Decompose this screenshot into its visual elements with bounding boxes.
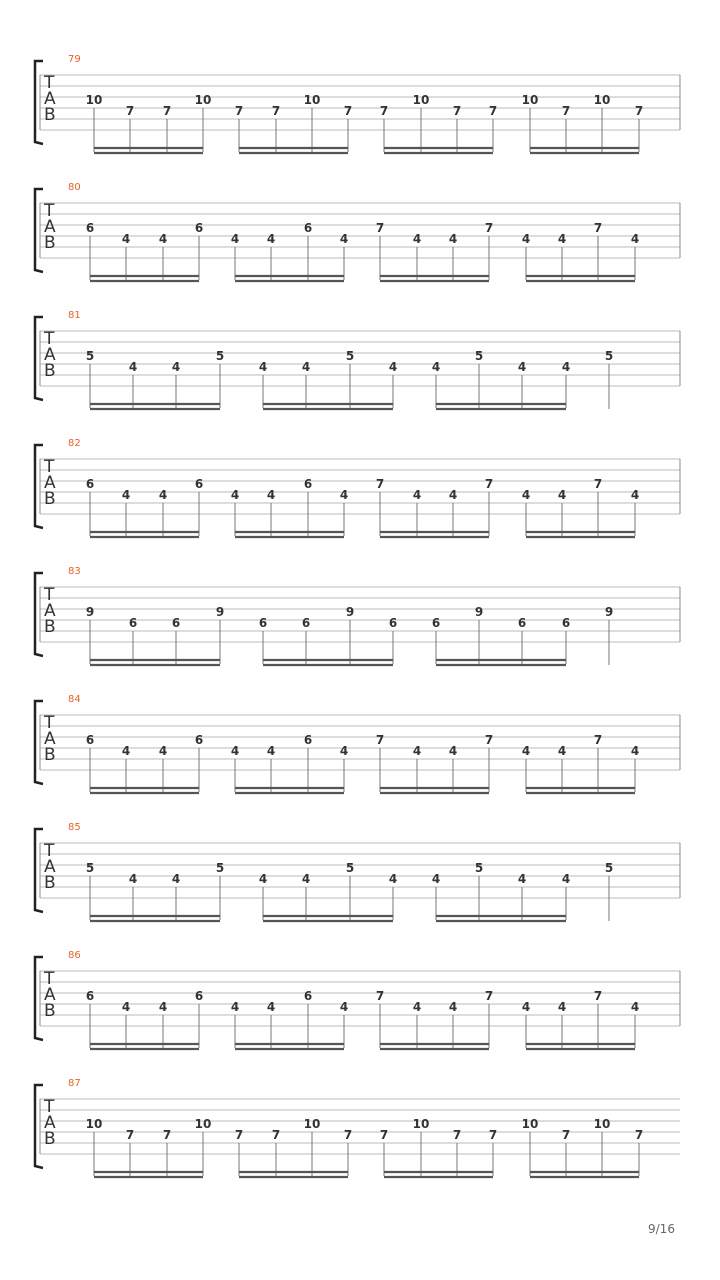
tab-clef-letter: A — [44, 985, 56, 1005]
tab-clef-letter: T — [44, 329, 55, 349]
fret-number: 5 — [604, 349, 614, 363]
tab-clef-letter: A — [44, 857, 56, 877]
fret-number: 4 — [521, 1000, 531, 1014]
fret-number: 4 — [517, 872, 527, 886]
tab-clef-letter: T — [44, 73, 55, 93]
system-bracket — [35, 445, 43, 528]
fret-number: 6 — [85, 733, 95, 747]
fret-number: 6 — [301, 616, 311, 630]
tab-clef-letter: T — [44, 713, 55, 733]
tab-clef-letter: A — [44, 473, 56, 493]
fret-number: 5 — [85, 861, 95, 875]
fret-number: 7 — [484, 477, 494, 491]
fret-number: 4 — [630, 1000, 640, 1014]
fret-number: 4 — [388, 872, 398, 886]
fret-number: 7 — [379, 1128, 389, 1142]
fret-number: 9 — [474, 605, 484, 619]
tab-clef-letter: A — [44, 1113, 56, 1133]
fret-number: 7 — [271, 104, 281, 118]
fret-number: 10 — [194, 93, 212, 107]
fret-number: 10 — [412, 93, 430, 107]
fret-number: 10 — [85, 1117, 103, 1131]
fret-number: 4 — [158, 488, 168, 502]
fret-number: 10 — [593, 93, 611, 107]
fret-number: 4 — [121, 744, 131, 758]
fret-number: 4 — [301, 360, 311, 374]
fret-number: 7 — [343, 104, 353, 118]
tab-clef-letter: B — [44, 745, 56, 765]
tab-clef-letter: A — [44, 89, 56, 109]
tab-clef-letter: A — [44, 345, 56, 365]
fret-number: 4 — [448, 744, 458, 758]
fret-number: 10 — [194, 1117, 212, 1131]
fret-number: 7 — [271, 1128, 281, 1142]
fret-number: 10 — [303, 1117, 321, 1131]
fret-number: 4 — [266, 232, 276, 246]
fret-number: 4 — [561, 360, 571, 374]
fret-number: 9 — [85, 605, 95, 619]
fret-number: 4 — [561, 872, 571, 886]
tab-clef-letter: T — [44, 1097, 55, 1117]
fret-number: 5 — [474, 349, 484, 363]
fret-number: 4 — [448, 1000, 458, 1014]
fret-number: 7 — [162, 104, 172, 118]
fret-number: 4 — [128, 872, 138, 886]
fret-number: 4 — [517, 360, 527, 374]
fret-number: 7 — [375, 733, 385, 747]
measure-number: 84 — [68, 694, 81, 705]
fret-number: 4 — [266, 744, 276, 758]
tab-clef-letter: T — [44, 201, 55, 221]
fret-number: 7 — [488, 1128, 498, 1142]
fret-number: 5 — [215, 349, 225, 363]
fret-number: 4 — [412, 744, 422, 758]
fret-number: 4 — [521, 232, 531, 246]
fret-number: 4 — [431, 872, 441, 886]
fret-number: 10 — [85, 93, 103, 107]
fret-number: 6 — [128, 616, 138, 630]
fret-number: 4 — [121, 488, 131, 502]
fret-number: 7 — [561, 1128, 571, 1142]
system-bracket — [35, 189, 43, 272]
fret-number: 4 — [230, 1000, 240, 1014]
tab-clef-letter: B — [44, 1001, 56, 1021]
tab-clef-letter: B — [44, 489, 56, 509]
fret-number: 4 — [121, 232, 131, 246]
tab-clef-letter: A — [44, 601, 56, 621]
fret-number: 7 — [484, 989, 494, 1003]
tab-clef-letter: B — [44, 233, 56, 253]
fret-number: 4 — [630, 488, 640, 502]
tab-clef-letter: B — [44, 617, 56, 637]
fret-number: 6 — [431, 616, 441, 630]
fret-number: 6 — [303, 989, 313, 1003]
fret-number: 4 — [158, 1000, 168, 1014]
measure-number: 82 — [68, 438, 81, 449]
fret-number: 4 — [258, 872, 268, 886]
fret-number: 4 — [521, 744, 531, 758]
fret-number: 4 — [158, 232, 168, 246]
tab-clef-letter: T — [44, 969, 55, 989]
measure-number: 80 — [68, 182, 81, 193]
fret-number: 7 — [234, 104, 244, 118]
fret-number: 4 — [630, 232, 640, 246]
fret-number: 7 — [634, 1128, 644, 1142]
fret-number: 9 — [604, 605, 614, 619]
tab-clef-letter: T — [44, 457, 55, 477]
fret-number: 4 — [128, 360, 138, 374]
measure-number: 83 — [68, 566, 81, 577]
fret-number: 5 — [215, 861, 225, 875]
fret-number: 4 — [412, 488, 422, 502]
measure-number: 85 — [68, 822, 81, 833]
fret-number: 4 — [521, 488, 531, 502]
fret-number: 7 — [234, 1128, 244, 1142]
fret-number: 5 — [345, 861, 355, 875]
fret-number: 10 — [303, 93, 321, 107]
fret-number: 4 — [448, 232, 458, 246]
fret-number: 10 — [521, 93, 539, 107]
fret-number: 6 — [194, 221, 204, 235]
fret-number: 7 — [452, 1128, 462, 1142]
system-bracket — [35, 829, 43, 912]
system-bracket — [35, 61, 43, 144]
fret-number: 4 — [448, 488, 458, 502]
fret-number: 7 — [375, 477, 385, 491]
fret-number: 7 — [593, 221, 603, 235]
tab-clef-letter: B — [44, 1129, 56, 1149]
fret-number: 7 — [593, 477, 603, 491]
fret-number: 6 — [85, 221, 95, 235]
fret-number: 6 — [258, 616, 268, 630]
fret-number: 4 — [339, 744, 349, 758]
fret-number: 4 — [266, 488, 276, 502]
fret-number: 4 — [630, 744, 640, 758]
fret-number: 4 — [230, 488, 240, 502]
fret-number: 4 — [171, 872, 181, 886]
fret-number: 6 — [85, 477, 95, 491]
fret-number: 4 — [230, 232, 240, 246]
measure-number: 81 — [68, 310, 81, 321]
tab-clef-letter: A — [44, 729, 56, 749]
fret-number: 4 — [412, 232, 422, 246]
fret-number: 4 — [266, 1000, 276, 1014]
tab-clef-letter: B — [44, 361, 56, 381]
system-bracket — [35, 573, 43, 656]
fret-number: 7 — [125, 104, 135, 118]
fret-number: 4 — [431, 360, 441, 374]
fret-number: 7 — [561, 104, 571, 118]
fret-number: 4 — [388, 360, 398, 374]
fret-number: 9 — [345, 605, 355, 619]
tab-clef-letter: B — [44, 873, 56, 893]
fret-number: 6 — [194, 989, 204, 1003]
fret-number: 4 — [339, 1000, 349, 1014]
tab-clef-letter: T — [44, 841, 55, 861]
fret-number: 6 — [194, 733, 204, 747]
fret-number: 7 — [343, 1128, 353, 1142]
fret-number: 4 — [557, 744, 567, 758]
system-bracket — [35, 317, 43, 400]
fret-number: 7 — [593, 989, 603, 1003]
fret-number: 6 — [85, 989, 95, 1003]
fret-number: 7 — [125, 1128, 135, 1142]
tab-clef-letter: T — [44, 585, 55, 605]
system-bracket — [35, 1085, 43, 1168]
fret-number: 4 — [412, 1000, 422, 1014]
fret-number: 4 — [557, 488, 567, 502]
fret-number: 4 — [339, 488, 349, 502]
fret-number: 5 — [604, 861, 614, 875]
fret-number: 10 — [412, 1117, 430, 1131]
fret-number: 4 — [230, 744, 240, 758]
fret-number: 7 — [634, 104, 644, 118]
fret-number: 9 — [215, 605, 225, 619]
fret-number: 5 — [474, 861, 484, 875]
fret-number: 4 — [557, 1000, 567, 1014]
fret-number: 7 — [375, 989, 385, 1003]
fret-number: 6 — [303, 733, 313, 747]
fret-number: 7 — [452, 104, 462, 118]
fret-number: 7 — [375, 221, 385, 235]
fret-number: 6 — [388, 616, 398, 630]
fret-number: 4 — [557, 232, 567, 246]
fret-number: 5 — [85, 349, 95, 363]
tab-clef-letter: B — [44, 105, 56, 125]
fret-number: 4 — [339, 232, 349, 246]
fret-number: 4 — [301, 872, 311, 886]
fret-number: 7 — [593, 733, 603, 747]
fret-number: 6 — [194, 477, 204, 491]
measure-number: 87 — [68, 1078, 81, 1089]
page-number: 9/16 — [648, 1222, 675, 1236]
fret-number: 7 — [484, 733, 494, 747]
measure-number: 79 — [68, 54, 81, 65]
fret-number: 4 — [121, 1000, 131, 1014]
fret-number: 4 — [171, 360, 181, 374]
fret-number: 6 — [561, 616, 571, 630]
fret-number: 6 — [303, 477, 313, 491]
fret-number: 6 — [303, 221, 313, 235]
fret-number: 7 — [484, 221, 494, 235]
fret-number: 10 — [521, 1117, 539, 1131]
fret-number: 6 — [517, 616, 527, 630]
fret-number: 7 — [379, 104, 389, 118]
fret-number: 7 — [162, 1128, 172, 1142]
fret-number: 6 — [171, 616, 181, 630]
measure-number: 86 — [68, 950, 81, 961]
fret-number: 5 — [345, 349, 355, 363]
fret-number: 4 — [258, 360, 268, 374]
fret-number: 4 — [158, 744, 168, 758]
system-bracket — [35, 957, 43, 1040]
fret-number: 10 — [593, 1117, 611, 1131]
tab-clef-letter: A — [44, 217, 56, 237]
system-bracket — [35, 701, 43, 784]
fret-number: 7 — [488, 104, 498, 118]
